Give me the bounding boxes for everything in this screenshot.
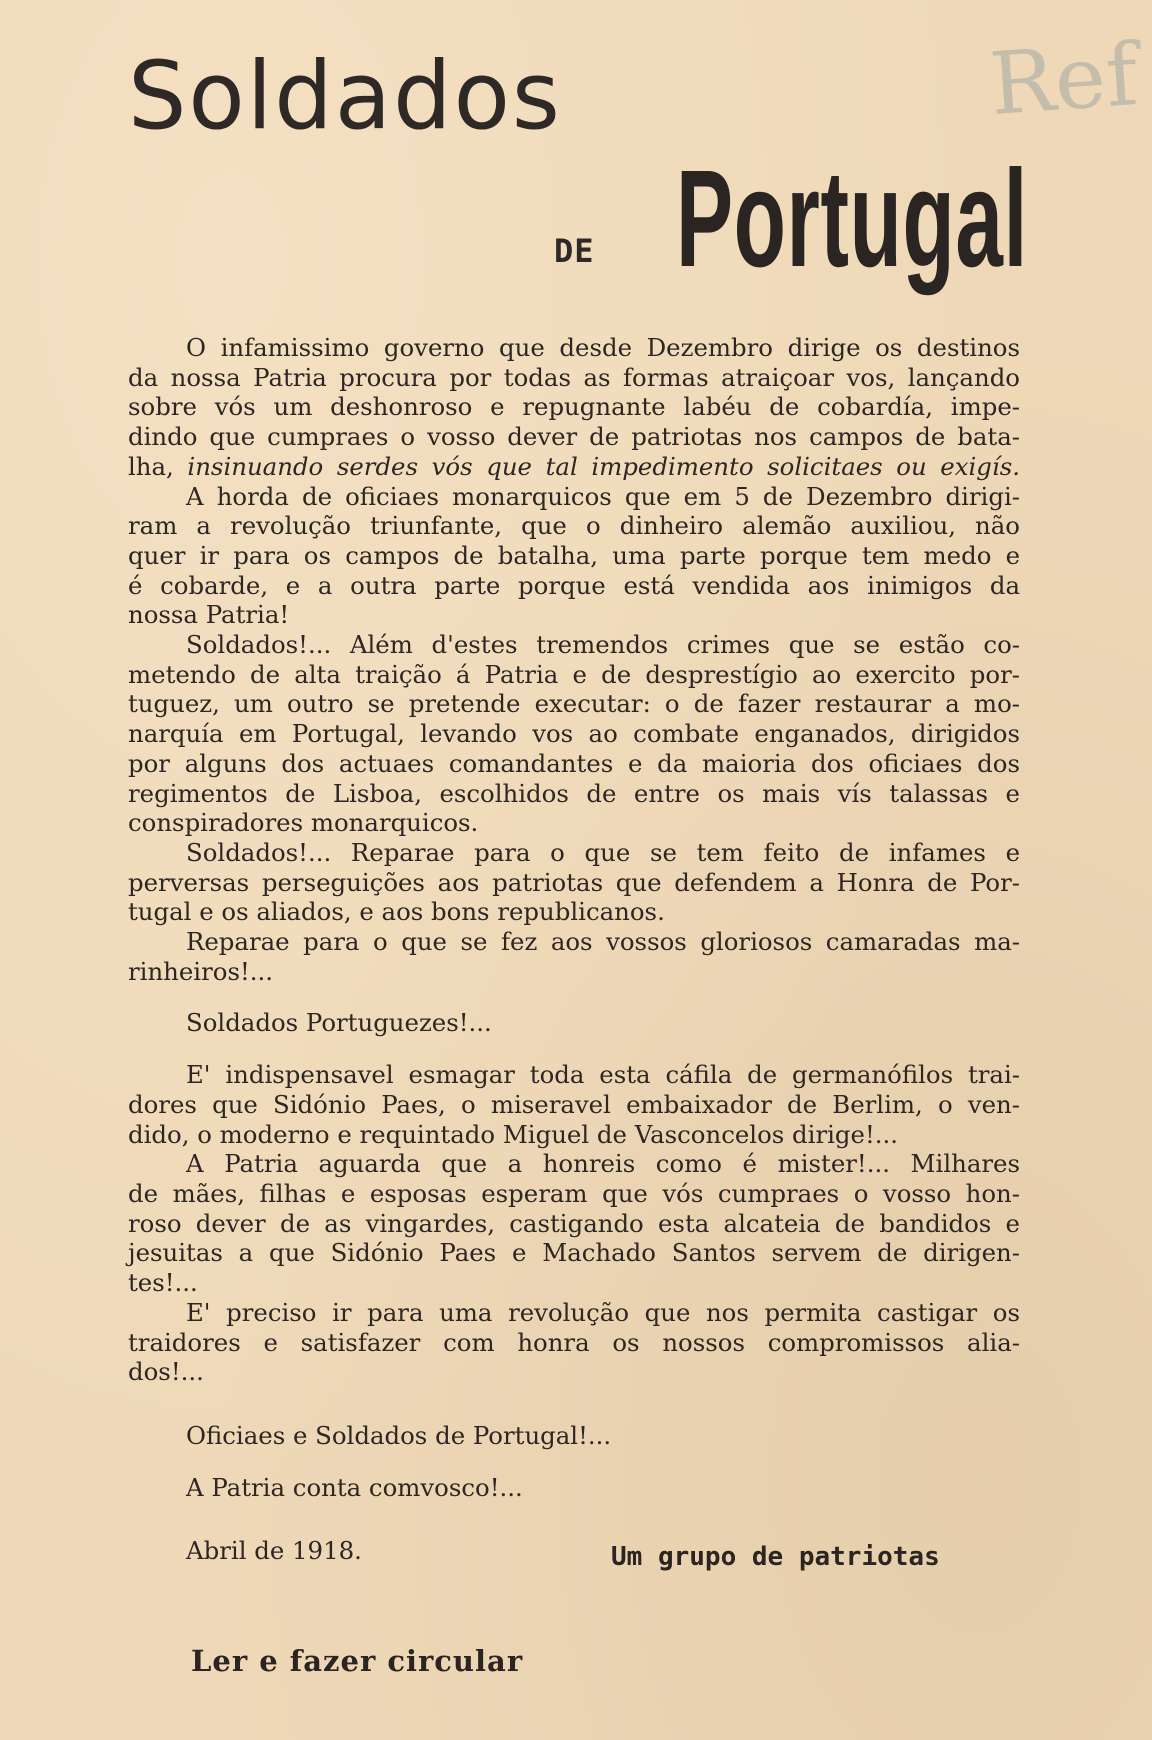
body-line: tuguez, um outro se pretende executar: o de fazer restaurar a mo- bbox=[128, 689, 1020, 719]
date-line: Abril de 1918. bbox=[186, 1536, 362, 1566]
body-line: Reparae para o que se fez aos vossos gloriosos camaradas ma- bbox=[186, 927, 1020, 957]
body-line: A horda de oficiaes monarquicos que em 5 de Dezembro dirigi- bbox=[186, 481, 1020, 511]
body-line: A Patria conta comvosco!... bbox=[186, 1472, 523, 1502]
title-soldados: Soldados bbox=[128, 42, 562, 151]
body-line: é cobarde, e a outra parte porque está vendida aos inimigos da bbox=[128, 570, 1020, 600]
body-line: dos!... bbox=[128, 1357, 204, 1387]
body-line: jesuitas a que Sidónio Paes e Machado Santos servem de dirigen- bbox=[128, 1238, 1020, 1268]
body-line: tugal e os aliados, e aos bons republicanos. bbox=[128, 897, 665, 927]
body-line: dindo que cumpraes o vosso dever de patriotas nos campos de bata- bbox=[128, 422, 1020, 452]
body-line: dido, o moderno e requintado Miguel de Vasconcelos dirige!... bbox=[128, 1119, 899, 1149]
body-line: tes!... bbox=[128, 1268, 198, 1298]
body-line: traidores e satisfazer com honra os nossos compromissos alia- bbox=[128, 1327, 1020, 1357]
body-line: roso dever de as vingardes, castigando esta alcateia de bandidos e bbox=[128, 1208, 1020, 1238]
body-line: Soldados!... Reparae para o que se tem feito de infames e bbox=[186, 837, 1020, 867]
leaflet-body bbox=[128, 333, 1020, 1566]
body-line bbox=[128, 452, 1020, 482]
body-line: A Patria aguarda que a honreis como é mister!... Milhares bbox=[186, 1149, 1020, 1179]
body-line: de mães, filhas e esposas esperam que vós cumpraes o vosso hon- bbox=[128, 1178, 1020, 1208]
body-line: nossa Patria! bbox=[128, 600, 290, 630]
body-line: por alguns dos actuaes comandantes e da maioria dos oficiaes dos bbox=[128, 748, 1020, 778]
pencil-annotation: Ref bbox=[986, 24, 1141, 136]
footer-instruction: Ler e fazer circular bbox=[191, 1644, 524, 1678]
body-italic-run: insinuando serdes vós que tal impedimento solicitaes ou exigís. bbox=[187, 451, 1020, 481]
body-line: da nossa Patria procura por todas as formas atraiçoar vos, lançando bbox=[128, 362, 1020, 392]
body-line: metendo de alta traição á Patria e de desprestígio ao exercito por- bbox=[128, 659, 1020, 689]
body-line: conspiradores monarquicos. bbox=[128, 808, 479, 838]
body-line: ram a revolução triunfante, que o dinheiro alemão auxiliou, não bbox=[128, 511, 1020, 541]
body-line: E' preciso ir para uma revolução que nos permita castigar os bbox=[186, 1297, 1020, 1327]
body-line: perversas perseguições aos patriotas que defendem a Honra de Por- bbox=[128, 867, 1020, 897]
body-line: rinheiros!... bbox=[128, 956, 274, 986]
body-line: O infamissimo governo que desde Dezembro dirige os destinos bbox=[186, 333, 1020, 362]
body-line: Soldados!... Além d'estes tremendos crimes que se estão co- bbox=[186, 630, 1020, 660]
signature: Um grupo de patriotas bbox=[611, 1542, 940, 1572]
body-line: E' indispensavel esmagar toda esta cáfila de germanófilos trai- bbox=[186, 1060, 1020, 1090]
body-line: Soldados Portuguezes!... bbox=[186, 1008, 492, 1038]
title-portugal: Portugal bbox=[676, 142, 1028, 296]
body-line: dores que Sidónio Paes, o miseravel embaixador de Berlim, o ven- bbox=[128, 1089, 1020, 1119]
body-line: narquía em Portugal, levando vos ao combate enganados, dirigidos bbox=[128, 719, 1020, 749]
body-text-run: lha, bbox=[128, 451, 188, 481]
body-line: quer ir para os campos de batalha, uma parte porque tem medo e bbox=[128, 540, 1020, 570]
body-line: regimentos de Lisboa, escolhidos de entre os mais vís talassas e bbox=[128, 778, 1020, 808]
title-de: DE bbox=[554, 232, 595, 270]
body-line: sobre vós um deshonroso e repugnante labéu de cobardía, impe- bbox=[128, 392, 1020, 422]
body-line: Oficiaes e Soldados de Portugal!... bbox=[186, 1420, 612, 1450]
